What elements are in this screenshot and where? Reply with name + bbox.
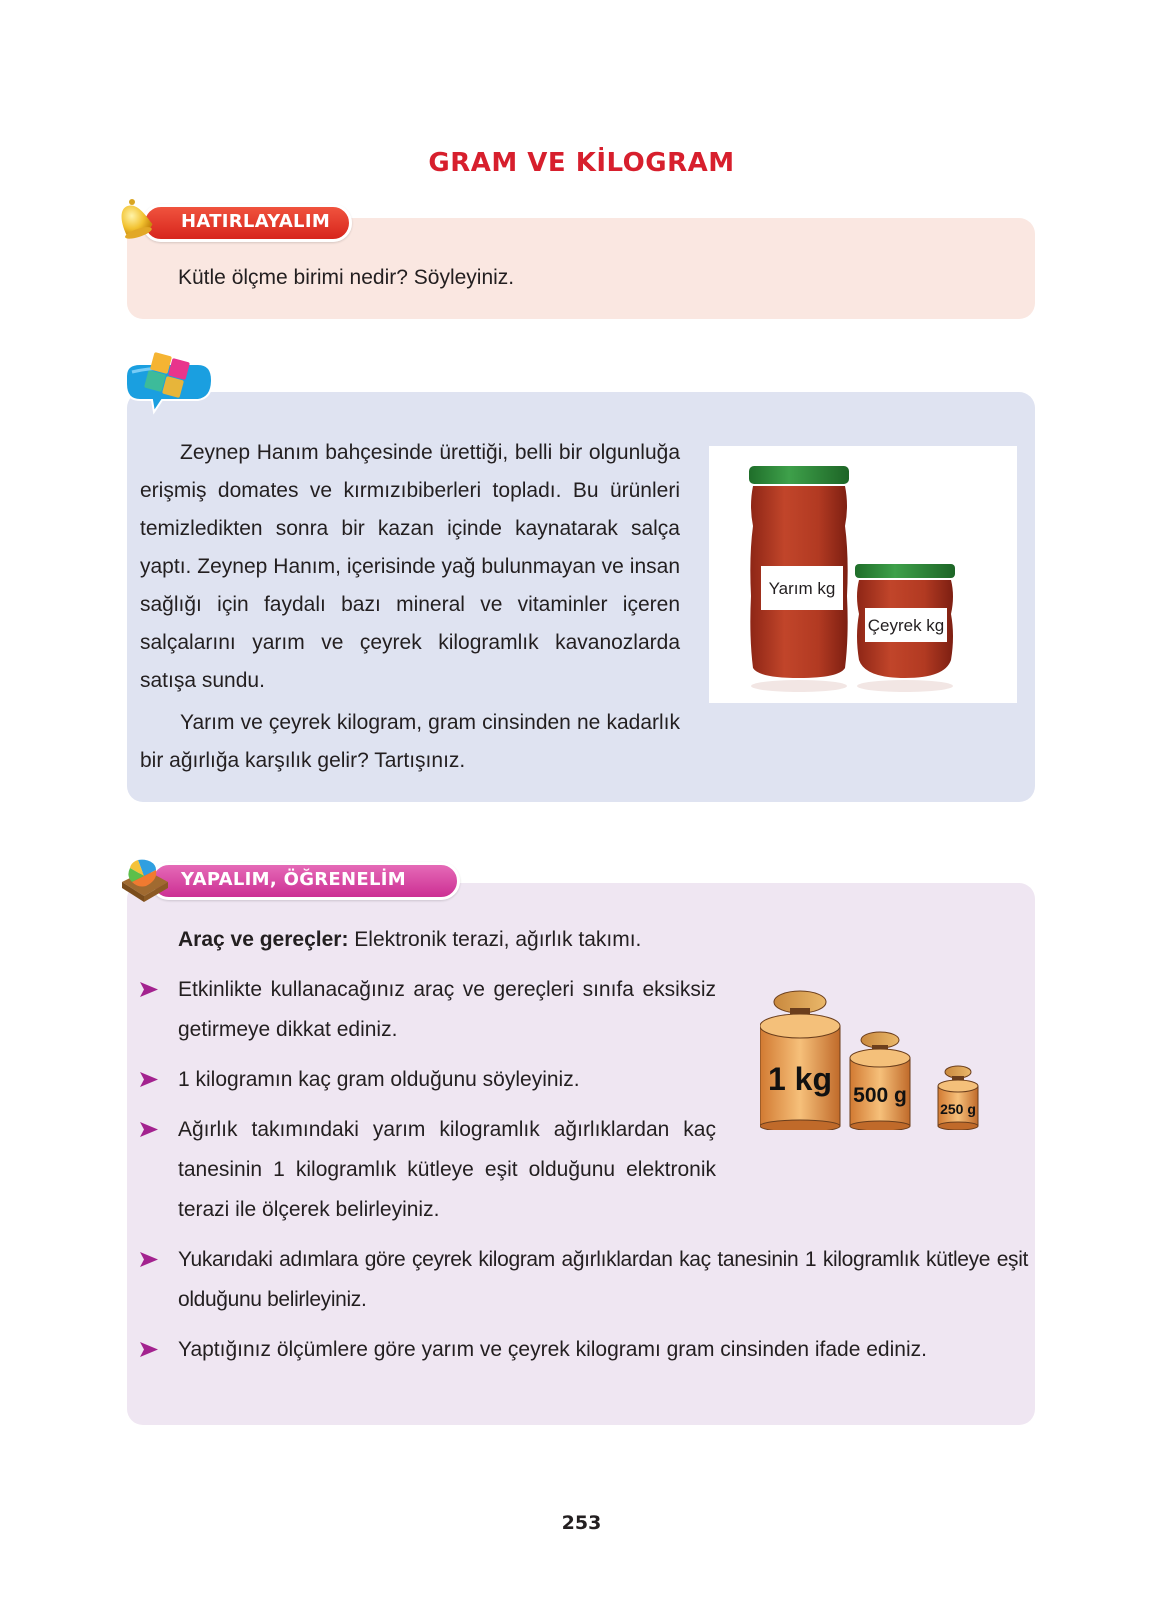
bullet-arrow-icon (140, 1072, 158, 1087)
list-item: Yukarıdaki adımlara göre çeyrek kilogram ağırlıklardan kaç tanesinin 1 kilogramlık kütleye eşit olduğunu belirleyiniz. (138, 1240, 1028, 1320)
weight-500g (850, 1032, 910, 1130)
puzzle-speech-bubble-icon (118, 350, 218, 420)
bullet-arrow-icon (140, 1122, 158, 1137)
big-jar-label: Yarım kg (768, 579, 836, 598)
practice-content (138, 920, 1028, 1370)
svg-text:1 kg: 1 kg (767, 1061, 833, 1097)
story-question: Yarım ve çeyrek kilogram, gram cinsinden ne kadarlık bir ağırlığa karşılık gelir? Tartışınız. (140, 711, 680, 772)
weight-1kg (760, 991, 840, 1130)
book-chart-icon (116, 852, 172, 908)
bullet-arrow-icon (140, 1342, 158, 1357)
bullet-arrow-icon (140, 982, 158, 997)
practice-tag: YAPALIM, ÖĞRENELİM (150, 862, 460, 900)
small-jar-label: Çeyrek kg (867, 616, 945, 635)
svg-text:500 g: 500 g (853, 1084, 907, 1107)
weight-set-image (760, 990, 1020, 1130)
tools-line (138, 920, 1028, 960)
list-item: 1 kilogramın kaç gram olduğunu söyleyiniz. (138, 1060, 716, 1100)
list-item: Ağırlık takımındaki yarım kilogramlık ağırlıklardan kaç tanesinin 1 kilogramlık kütleye eşit olduğunu elektronik terazi ile ölçerek belirleyiniz. (138, 1110, 716, 1230)
tools-label: Araç ve gereçler: (178, 928, 349, 951)
page-title: GRAM VE KİLOGRAM (428, 148, 735, 178)
big-jar-lid (749, 466, 849, 484)
page-number: 253 (561, 1512, 602, 1534)
recall-tag: HATIRLAYALIM (142, 204, 352, 242)
tomato-paste-jars-image (709, 446, 1017, 703)
bell-icon (112, 195, 160, 243)
tools-value: Elektronik terazi, ağırlık takımı. (348, 928, 642, 951)
list-item: Yaptığınız ölçümlere göre yarım ve çeyrek kilogramı gram cinsinden ifade ediniz. (138, 1330, 1028, 1370)
recall-question: Kütle ölçme birimi nedir? Söyleyiniz. (178, 266, 515, 289)
bullet-arrow-icon (140, 1252, 158, 1267)
story-text (140, 434, 680, 780)
weight-250g (938, 1066, 978, 1130)
list-item: Etkinlikte kullanacağınız araç ve gereçleri sınıfa eksiksiz getirmeye dikkat ediniz. (138, 970, 716, 1050)
story-paragraph: Zeynep Hanım bahçesinde ürettiği, belli bir olgunluğa erişmiş domates ve kırmızıbiberleri topladı. Bu ürünleri temizledikten sonra bir kazan içinde kaynatarak salça yaptı. Zeynep Hanım, içerisinde yağ bulunmayan ve insan sağlığı için faydalı bazı mineral ve vitaminler içeren salçalarını yarım ve çeyrek kilogramlık kavanozlarda satışa sundu. (140, 441, 680, 692)
svg-text:250 g: 250 g (940, 1101, 976, 1117)
small-jar-lid (855, 564, 955, 578)
